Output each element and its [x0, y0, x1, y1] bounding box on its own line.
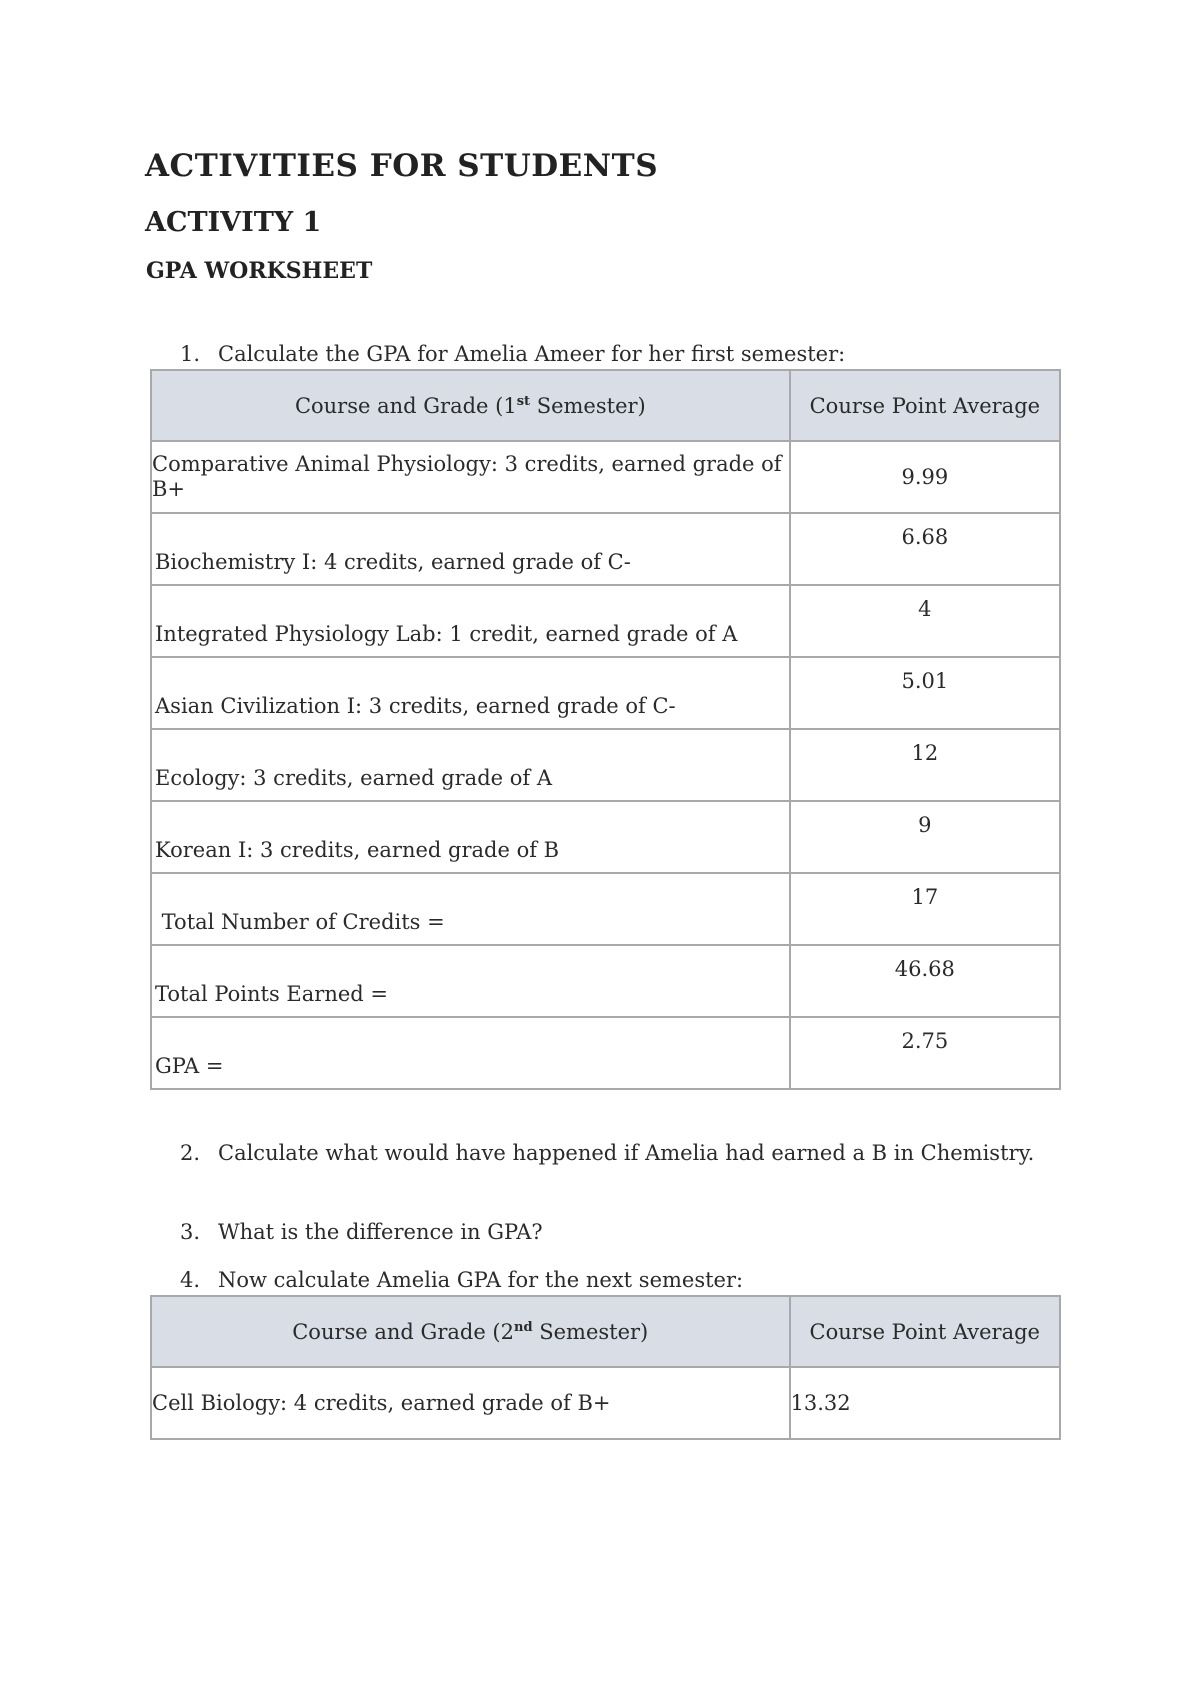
activity-heading: ACTIVITY 1: [145, 207, 322, 238]
table-row: [151, 1367, 1060, 1439]
question-text: Now calculate Amelia GPA for the next semester:: [218, 1268, 744, 1292]
gpa-value: 2.75: [901, 1029, 949, 1053]
points-cell: [790, 657, 1060, 729]
total-credits-label: Total Number of Credits =: [155, 910, 445, 934]
question-1: [180, 341, 1060, 368]
points-cell: [790, 873, 1060, 945]
course-cell: [151, 585, 790, 657]
table-header-row: [151, 370, 1060, 441]
header-text: Semester): [532, 1319, 649, 1344]
points-cell: 9.99: [790, 441, 1060, 513]
points-cell: 13.32: [790, 1367, 1061, 1439]
points-text: 12: [911, 741, 939, 765]
points-cell: [790, 513, 1060, 585]
points-text: 4: [918, 597, 932, 621]
second-semester-table: [150, 1295, 1061, 1440]
course-cell: [151, 513, 790, 585]
question-number: 1.: [180, 342, 201, 366]
header-superscript: nd: [514, 1319, 533, 1335]
table-row: [151, 657, 1060, 729]
table-row: [151, 801, 1060, 873]
course-text: Ecology: 3 credits, earned grade of A: [155, 766, 553, 790]
table-row: [151, 513, 1060, 585]
total-points-value: 46.68: [894, 957, 955, 981]
total-credits-value: 17: [911, 885, 939, 909]
course-cell: Comparative Animal Physiology: 3 credits, earned grade of B+: [151, 441, 790, 513]
column-header-points: Course Point Average: [790, 370, 1060, 441]
table-row-total-credits: [151, 873, 1060, 945]
question-number: 4.: [180, 1268, 201, 1292]
course-cell: [151, 729, 790, 801]
total-points-label: Total Points Earned =: [155, 982, 388, 1006]
worksheet-heading: GPA WORKSHEET: [146, 258, 373, 284]
header-text: Course and Grade (1: [294, 393, 517, 418]
header-superscript: st: [516, 393, 531, 409]
first-semester-table: [150, 369, 1061, 1090]
points-cell: [790, 945, 1060, 1017]
question-number: 2.: [180, 1141, 201, 1165]
course-cell: [151, 873, 790, 945]
course-cell: Cell Biology: 4 credits, earned grade of B+: [151, 1367, 790, 1439]
course-cell: [151, 945, 790, 1017]
table-row: [151, 585, 1060, 657]
course-cell: [151, 1017, 790, 1089]
table-row: [151, 441, 1060, 513]
table-row-total-points: [151, 945, 1060, 1017]
points-cell: [790, 801, 1060, 873]
question-2: [180, 1140, 1060, 1167]
column-header-course: [151, 1296, 790, 1367]
question-4: [180, 1267, 1060, 1294]
course-text: Asian Civilization I: 3 credits, earned grade of C-: [155, 694, 676, 718]
page-title: ACTIVITIES FOR STUDENTS: [145, 148, 659, 184]
question-text: What is the difference in GPA?: [218, 1220, 543, 1244]
course-text: Korean I: 3 credits, earned grade of B: [155, 838, 560, 862]
question-number: 3.: [180, 1220, 201, 1244]
column-header-points: Course Point Average: [790, 1296, 1061, 1367]
course-text: Biochemistry I: 4 credits, earned grade of C-: [155, 550, 631, 574]
question-text: Calculate the GPA for Amelia Ameer for her first semester:: [218, 342, 846, 366]
table-header-row: [151, 1296, 1060, 1367]
points-text: 9: [918, 813, 932, 837]
points-text: 6.68: [901, 525, 949, 549]
points-text: 5.01: [901, 669, 949, 693]
question-text: Calculate what would have happened if Amelia had earned a B in Chemistry.: [218, 1141, 1035, 1165]
column-header-course: [151, 370, 790, 441]
points-cell: [790, 1017, 1060, 1089]
question-3: [180, 1219, 1060, 1246]
header-text: Course and Grade (2: [292, 1319, 514, 1344]
points-cell: [790, 585, 1060, 657]
table-row: [151, 729, 1060, 801]
course-cell: [151, 801, 790, 873]
gpa-label: GPA =: [155, 1054, 224, 1078]
course-cell: [151, 657, 790, 729]
points-cell: [790, 729, 1060, 801]
table-row-gpa: [151, 1017, 1060, 1089]
course-text: Integrated Physiology Lab: 1 credit, earned grade of A: [155, 622, 738, 646]
header-text: Semester): [530, 393, 646, 418]
